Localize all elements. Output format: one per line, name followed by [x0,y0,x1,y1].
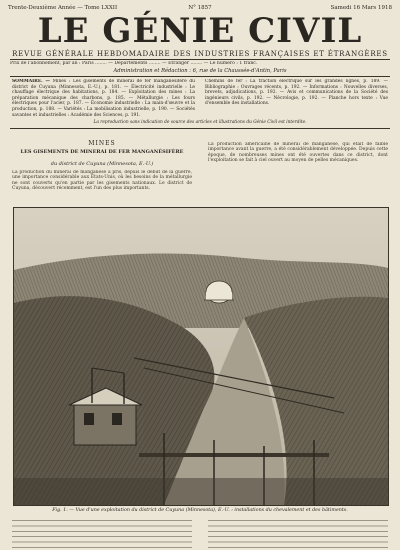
sommaire-right [205,79,388,119]
reproduction-notice: La reproduction sans indication de source des articles et illustrations du Génie Civil est interdite. [93,120,307,125]
subscription-prices: Prix de l'abonnement, par an : Paris ........ — Départements ........ — Étranger ........ — Le numéro : 1 franc. [10,61,258,66]
administration-address: Administration et Rédaction : 6, rue de la Chaussée-d'Antin, Paris [113,68,287,74]
mine-engraving-image [14,208,388,505]
article-subtitle: du district de Cuyuna (Minnesota, E.-U.) [50,161,154,167]
divider [10,76,390,77]
sommaire-text: Mines : Les gisements de minerai de fer manganésifère du district de Cuyuna (Minnesota, E.-U.), p. 181. — Électricité industrielle : Le chauffage électrique des habitations, p. 184. — Exploitation des mines : La préparation mécanique des charbons, p. 185. — Métallurgie : Les fours électriques pour l'acier, p. 187. — Économie industrielle : La main-d'œuvre et la production, p. 188. — Variétés : La mobilisation industrielle, p. 190. — Sociétés savantes et industrielles : Académie des Sciences, p. 191. [12,79,195,118]
article-body-left: La production du minerai de manganèse a pris, depuis le début de la guerre, une importance considérable aux États-Unis, où les besoins de la métallurgie ne sont couverts qu'en partie par les gisements nationaux. Le district de Cuyuna, découvert récemment, est l'un des plus importants. [12,170,192,192]
issue-date: Samedi 16 Mars 1918 [330,5,392,11]
divider [10,128,390,129]
masthead-title: LE GÉNIE CIVIL [37,11,363,51]
text-lines-right [208,520,388,548]
volume-info: Trente-Deuxième Année — Tome LXXII [8,5,118,11]
sommaire-text: Chemins de fer : La traction électrique sur les grandes lignes, p. 189. — Bibliographie : Ouvrages récents, p. 192. — Informations : Nouvelles diverses, brevets, adjudications, p. 192. — Avis et communications de la Société des ingénieurs civils, p. 192. — Nécrologie, p. 192. — Planche hors texte : Vue d'ensemble des installations. [205,79,388,107]
section-heading: MINES [88,140,116,147]
article-title-line: LES GISEMENTS DE MINERAI DE FER MANGANÉSIFÈRE [20,149,184,155]
text-lines-left [12,520,192,548]
divider [10,59,390,60]
engraving-figure [13,207,389,506]
masthead-subtitle: REVUE GÉNÉRALE HEBDOMADAIRE DES INDUSTRIES FRANÇAISES ET ÉTRANGÈRES [12,50,388,58]
article-title [12,149,192,155]
sommaire-label: SOMMAIRE. — [12,79,50,84]
figure-caption: Fig. 1. — Vue d'une exploitation du district de Cuyuna (Minnesota), E.-U. : installations du chevalement et des bâtiments. [52,508,348,513]
article-body-right: La production américaine de minerai de manganèse, qui était de faible importance avant la guerre, a été considérablement développée. Depuis cette époque, de nombreuses mines ont été ouvertes dans ce district, dont l'exploitation se fait à ciel ouvert au moyen de pelles mécaniques. [208,142,388,164]
sommaire-left [12,79,195,119]
issue-number: N° 1857 [188,5,212,11]
